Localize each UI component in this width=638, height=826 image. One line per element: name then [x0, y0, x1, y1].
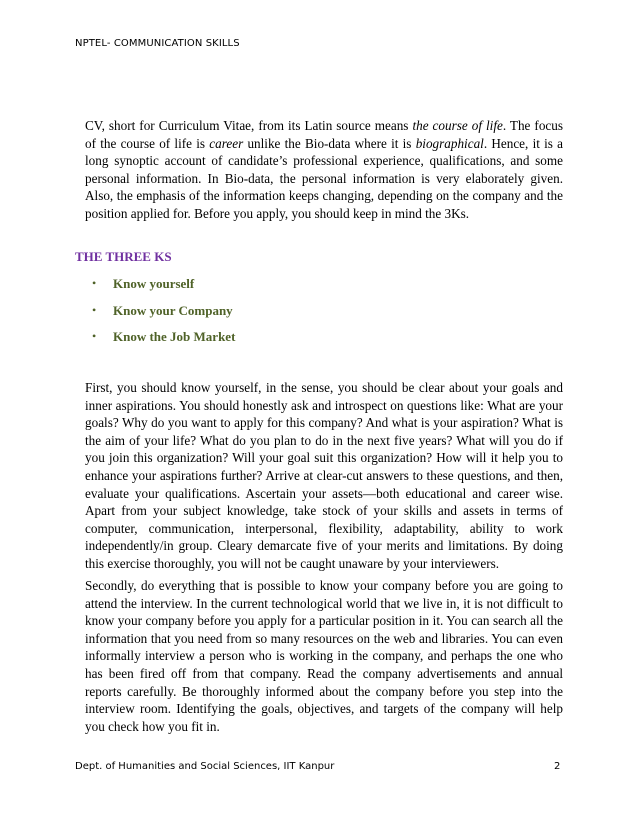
page-number: 2: [554, 761, 561, 772]
list-item-label: Know the Job Market: [113, 329, 236, 345]
section-heading: THE THREE KS: [75, 249, 172, 264]
list-item-label: Know yourself: [113, 276, 195, 291]
intro-text-2: . The focus of the course of life is: [85, 118, 563, 151]
intro-text-1: CV, short for Curriculum Vitae, from its Latin source means: [85, 118, 413, 133]
footer-department: Dept. of Humanities and Social Sciences, IIT Kanpur: [75, 761, 335, 772]
intro-italic-biographical: biographical: [415, 135, 484, 151]
intro-italic-career: career: [209, 135, 244, 151]
intro-text-3: unlike the Bio-data where it is: [243, 135, 416, 151]
know-yourself-paragraph: First, you should know yourself, in the sense, you should be clear about your goals and inner aspirations. You should honestly ask and introspect on questions like: What are your goals? Why do you want to apply for this company? And what is your aspiration? What is the aim of your life? What do you plan to do in the next five years? What will you do if you join this organization? Will your goal suit this organization? How will it help you to enhance your aspirations further? Arrive at clear-cut answers to these questions, and then, evaluate your qualifications. Ascertain your assets—both educational and career wise. Apart from your subject knowledge, take stock of your skills and assets in terms of computer, communication, interpersonal, flexibility, adaptability, ability to work independently/in group. Cleary demarcate five of your merits and limitations. By doing this exercise thoroughly, you will not be caught unaware by your interviewers.: [85, 380, 563, 571]
list-item: [92, 276, 235, 303]
page-header: NPTEL- COMMUNICATION SKILLS: [75, 38, 240, 49]
know-company-paragraph: Secondly, do everything that is possible to know your company before you are going to attend the interview. In the current technological world that we live in, it is not difficult to know your company before you apply for a particular position in it. You can search all the information that you need from so many resources on the web and libraries. You can even informally interview a person who is working in the company, and perhaps the one who has been fired off from that company. Read the company advertisements and annual reports carefully. Be thoroughly informed about the company before you step into the interview room. Identifying the goals, objectives, and targets of the company will help you check how you fit in.: [85, 578, 563, 734]
bullet-icon: •: [92, 329, 97, 344]
list-item: [92, 303, 235, 330]
bullet-icon: •: [92, 302, 97, 317]
intro-text-4: . Hence, it is a long synoptic account of candidate’s professional experience, qualifications, and some personal information. In Bio-data, the personal information is very elaborately given. Also, the emphasis of the information keeps changing, depending on the company and the position applied for. Before you apply, you should keep in mind the 3Ks.: [85, 135, 564, 221]
three-ks-list: [92, 276, 235, 356]
bullet-icon: •: [92, 276, 97, 290]
intro-italic-course-of-life: the course of life: [412, 118, 503, 133]
intro-paragraph: [85, 117, 563, 223]
list-item-label: Know your Company: [113, 302, 233, 318]
list-item: [92, 329, 235, 356]
